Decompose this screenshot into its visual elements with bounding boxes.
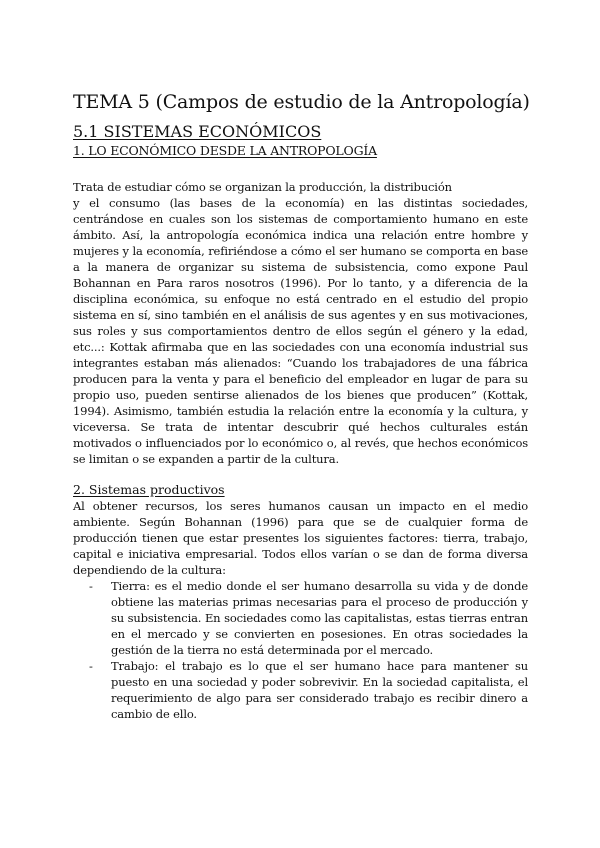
list-item-text: Trabajo: el trabajo es lo que el ser humano hace para mantener su puesto en una sociedad y poder sobrevivir. En la sociedad capitalista, el requerimiento de algo para ser considerado trabajo es recibir dinero a cambio de ello.: [111, 659, 528, 721]
intro-body: y el consumo (las bases de la economía) en las distintas sociedades, centrándose en cuales son los sistemas de comportamiento humano en este ámbito. Así, la antropología económica indica una relación entre hombre y mujeres y la economía, refiriéndose a cómo el ser humano se comporta en base a la manera de organizar su sistema de subsistencia, como expone Paul Bohannan en Para raros nosotros (1996). Por lo tanto, y a diferencia de la disciplina económica, su enfoque no está centrado en el estudio del propio sistema en sí, sino también en el análisis de sus agentes y en sus motivaciones, sus roles y sus comportamientos dentro de ellos según el género y la edad, etc...: Kottak afirmaba que en las sociedades con una economía industrial sus integrantes estaban más alienados: “Cuando los trabajadores de una fábrica producen para la venta y para el beneficio del empleador en lugar de para su propio uso, pueden sentirse alienados de los bienes que producen” (Kottak, 1994). Asimismo, también estudia la relación entre la economía y la cultura, y viceversa. Se trata de intentar descubrir qué hechos culturales están motivados o influenciados por lo económico o, al revés, que hechos económicos se limitan o se expanden a partir de la cultura.: [73, 196, 528, 466]
list-dash: -: [89, 579, 93, 593]
subsection-heading-economic: 1. LO ECONÓMICO DESDE LA ANTROPOLOGÍA: [73, 143, 377, 158]
document-title: TEMA 5 (Campos de estudio de la Antropología): [73, 91, 530, 113]
document-page: [73, 90, 528, 722]
section-heading: 5.1 SISTEMAS ECONÓMICOS: [73, 122, 322, 141]
list-item: [89, 658, 528, 722]
list-item: [89, 578, 528, 658]
intro-first-line: Trata de estudiar cómo se organizan la producción, la distribución: [73, 180, 452, 194]
list-dash: -: [89, 659, 93, 673]
subsection-heading-productive: 2. Sistemas productivos: [73, 482, 225, 497]
list-item-text: Tierra: es el medio donde el ser humano desarrolla su vida y de donde obtiene las materias primas necesarias para el proceso de producción y su subsistencia. En sociedades como las capitalistas, estas tierras entran en el mercado y se convierten en posesiones. En otras sociedades la gestión de la tierra no está determinada por el mercado.: [111, 579, 528, 657]
intro-paragraph: [73, 179, 528, 467]
productive-paragraph: Al obtener recursos, los seres humanos causan un impacto en el medio ambiente. Según Bohannan (1996) para que se de cualquier forma de producción tienen que estar presentes los siguientes factores: tierra, trabajo, capital e iniciativa empresarial. Todos ellos varían o se dan de forma diversa dependiendo de la cultura:: [73, 499, 528, 577]
factors-list: [73, 578, 528, 722]
